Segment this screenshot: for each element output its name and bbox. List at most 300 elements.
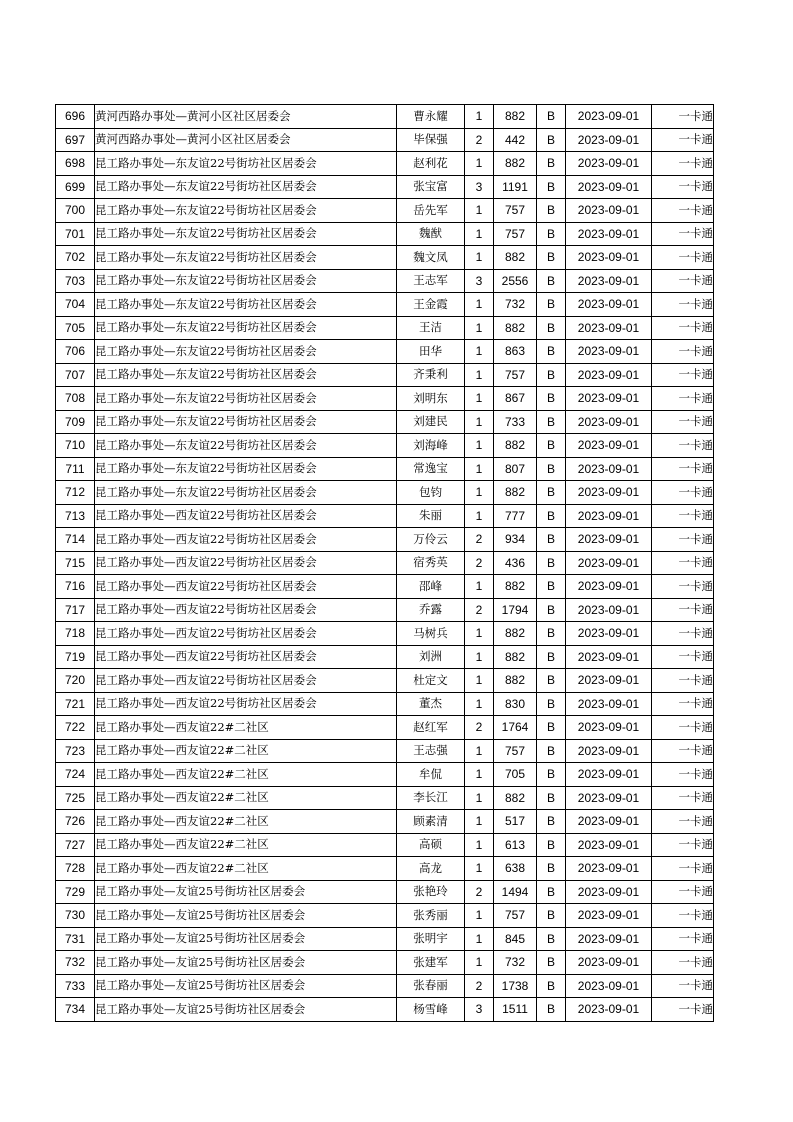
category: B — [537, 481, 566, 505]
payment-method: 一卡通 — [652, 434, 714, 458]
household-count: 2 — [465, 528, 494, 552]
payment-method: 一卡通 — [652, 105, 714, 129]
category: B — [537, 998, 566, 1022]
table-row — [56, 951, 714, 975]
amount: 830 — [494, 692, 537, 716]
person-name: 马树兵 — [397, 622, 465, 646]
person-name: 齐秉利 — [397, 363, 465, 387]
date: 2023-09-01 — [566, 951, 652, 975]
category: B — [537, 105, 566, 129]
row-number: 708 — [56, 387, 95, 411]
row-number: 724 — [56, 763, 95, 787]
table-row — [56, 269, 714, 293]
amount: 863 — [494, 340, 537, 364]
date: 2023-09-01 — [566, 434, 652, 458]
category: B — [537, 316, 566, 340]
category: B — [537, 904, 566, 928]
payment-method: 一卡通 — [652, 763, 714, 787]
date: 2023-09-01 — [566, 246, 652, 270]
row-number: 696 — [56, 105, 95, 129]
community-unit: 昆工路办事处—东友谊22号街坊社区居委会 — [95, 434, 397, 458]
payment-method: 一卡通 — [652, 387, 714, 411]
category: B — [537, 692, 566, 716]
row-number: 714 — [56, 528, 95, 552]
date: 2023-09-01 — [566, 904, 652, 928]
payment-method: 一卡通 — [652, 692, 714, 716]
amount: 882 — [494, 434, 537, 458]
date: 2023-09-01 — [566, 340, 652, 364]
row-number: 728 — [56, 857, 95, 881]
household-count: 2 — [465, 551, 494, 575]
amount: 777 — [494, 504, 537, 528]
amount: 882 — [494, 786, 537, 810]
row-number: 730 — [56, 904, 95, 928]
household-count: 1 — [465, 246, 494, 270]
payment-method: 一卡通 — [652, 645, 714, 669]
category: B — [537, 528, 566, 552]
table-row — [56, 363, 714, 387]
amount: 882 — [494, 622, 537, 646]
payment-method: 一卡通 — [652, 528, 714, 552]
person-name: 常逸宝 — [397, 457, 465, 481]
household-count: 1 — [465, 457, 494, 481]
household-count: 2 — [465, 598, 494, 622]
row-number: 719 — [56, 645, 95, 669]
household-count: 1 — [465, 410, 494, 434]
date: 2023-09-01 — [566, 786, 652, 810]
payment-method: 一卡通 — [652, 716, 714, 740]
date: 2023-09-01 — [566, 739, 652, 763]
person-name: 张建军 — [397, 951, 465, 975]
household-count: 1 — [465, 951, 494, 975]
person-name: 田华 — [397, 340, 465, 364]
community-unit: 昆工路办事处—友谊25号街坊社区居委会 — [95, 880, 397, 904]
community-unit: 昆工路办事处—西友谊22#二社区 — [95, 857, 397, 881]
payment-method: 一卡通 — [652, 222, 714, 246]
date: 2023-09-01 — [566, 810, 652, 834]
date: 2023-09-01 — [566, 645, 652, 669]
date: 2023-09-01 — [566, 669, 652, 693]
community-unit: 昆工路办事处—东友谊22号街坊社区居委会 — [95, 246, 397, 270]
community-unit: 昆工路办事处—友谊25号街坊社区居委会 — [95, 951, 397, 975]
amount: 442 — [494, 128, 537, 152]
date: 2023-09-01 — [566, 105, 652, 129]
household-count: 1 — [465, 857, 494, 881]
row-number: 712 — [56, 481, 95, 505]
category: B — [537, 927, 566, 951]
community-unit: 昆工路办事处—东友谊22号街坊社区居委会 — [95, 175, 397, 199]
row-number: 703 — [56, 269, 95, 293]
date: 2023-09-01 — [566, 880, 652, 904]
category: B — [537, 246, 566, 270]
household-count: 1 — [465, 222, 494, 246]
household-count: 1 — [465, 504, 494, 528]
row-number: 715 — [56, 551, 95, 575]
person-name: 刘建民 — [397, 410, 465, 434]
payment-method: 一卡通 — [652, 857, 714, 881]
date: 2023-09-01 — [566, 175, 652, 199]
amount: 705 — [494, 763, 537, 787]
payment-method: 一卡通 — [652, 880, 714, 904]
person-name: 张春丽 — [397, 974, 465, 998]
table-row — [56, 340, 714, 364]
household-count: 2 — [465, 974, 494, 998]
row-number: 723 — [56, 739, 95, 763]
payment-method: 一卡通 — [652, 410, 714, 434]
payment-method: 一卡通 — [652, 739, 714, 763]
table-row — [56, 293, 714, 317]
community-unit: 昆工路办事处—西友谊22#二社区 — [95, 786, 397, 810]
row-number: 697 — [56, 128, 95, 152]
table-row — [56, 105, 714, 129]
category: B — [537, 833, 566, 857]
amount: 807 — [494, 457, 537, 481]
payment-method: 一卡通 — [652, 998, 714, 1022]
payment-method: 一卡通 — [652, 504, 714, 528]
category: B — [537, 363, 566, 387]
table-row — [56, 692, 714, 716]
community-unit: 昆工路办事处—东友谊22号街坊社区居委会 — [95, 340, 397, 364]
date: 2023-09-01 — [566, 222, 652, 246]
household-count: 1 — [465, 363, 494, 387]
person-name: 魏文凤 — [397, 246, 465, 270]
table-row — [56, 669, 714, 693]
row-number: 700 — [56, 199, 95, 223]
community-unit: 昆工路办事处—西友谊22号街坊社区居委会 — [95, 598, 397, 622]
household-count: 1 — [465, 622, 494, 646]
table-row — [56, 199, 714, 223]
table-row — [56, 857, 714, 881]
person-name: 高龙 — [397, 857, 465, 881]
category: B — [537, 810, 566, 834]
payment-method: 一卡通 — [652, 363, 714, 387]
amount: 1794 — [494, 598, 537, 622]
payment-method: 一卡通 — [652, 833, 714, 857]
row-number: 725 — [56, 786, 95, 810]
row-number: 698 — [56, 152, 95, 176]
table-row — [56, 998, 714, 1022]
category: B — [537, 622, 566, 646]
date: 2023-09-01 — [566, 857, 652, 881]
community-unit: 昆工路办事处—东友谊22号街坊社区居委会 — [95, 269, 397, 293]
table-row — [56, 904, 714, 928]
amount: 882 — [494, 316, 537, 340]
row-number: 733 — [56, 974, 95, 998]
community-unit: 昆工路办事处—西友谊22号街坊社区居委会 — [95, 575, 397, 599]
row-number: 710 — [56, 434, 95, 458]
table-row — [56, 434, 714, 458]
community-unit: 昆工路办事处—友谊25号街坊社区居委会 — [95, 998, 397, 1022]
category: B — [537, 410, 566, 434]
household-count: 1 — [465, 481, 494, 505]
household-count: 2 — [465, 128, 494, 152]
row-number: 707 — [56, 363, 95, 387]
category: B — [537, 880, 566, 904]
table-row — [56, 575, 714, 599]
community-unit: 昆工路办事处—西友谊22#二社区 — [95, 763, 397, 787]
person-name: 牟侃 — [397, 763, 465, 787]
category: B — [537, 293, 566, 317]
household-count: 1 — [465, 810, 494, 834]
row-number: 732 — [56, 951, 95, 975]
amount: 2556 — [494, 269, 537, 293]
payment-method: 一卡通 — [652, 904, 714, 928]
household-count: 1 — [465, 105, 494, 129]
table-body — [56, 105, 714, 1022]
community-unit: 昆工路办事处—西友谊22号街坊社区居委会 — [95, 528, 397, 552]
table-row — [56, 645, 714, 669]
household-count: 2 — [465, 880, 494, 904]
category: B — [537, 340, 566, 364]
row-number: 705 — [56, 316, 95, 340]
row-number: 727 — [56, 833, 95, 857]
person-name: 李长江 — [397, 786, 465, 810]
person-name: 张艳玲 — [397, 880, 465, 904]
payment-method: 一卡通 — [652, 786, 714, 810]
person-name: 毕保强 — [397, 128, 465, 152]
category: B — [537, 551, 566, 575]
household-count: 1 — [465, 763, 494, 787]
household-count: 1 — [465, 927, 494, 951]
table-row — [56, 880, 714, 904]
household-count: 1 — [465, 199, 494, 223]
table-row — [56, 128, 714, 152]
table-row — [56, 410, 714, 434]
payment-method: 一卡通 — [652, 622, 714, 646]
table-row — [56, 175, 714, 199]
household-count: 1 — [465, 387, 494, 411]
date: 2023-09-01 — [566, 481, 652, 505]
community-unit: 黄河西路办事处—黄河小区社区居委会 — [95, 128, 397, 152]
table-row — [56, 786, 714, 810]
date: 2023-09-01 — [566, 833, 652, 857]
person-name: 张明宇 — [397, 927, 465, 951]
amount: 732 — [494, 293, 537, 317]
category: B — [537, 457, 566, 481]
household-count: 1 — [465, 152, 494, 176]
person-name: 乔露 — [397, 598, 465, 622]
amount: 1191 — [494, 175, 537, 199]
payment-method: 一卡通 — [652, 457, 714, 481]
person-name: 邵峰 — [397, 575, 465, 599]
category: B — [537, 763, 566, 787]
household-count: 1 — [465, 316, 494, 340]
table-row — [56, 622, 714, 646]
community-unit: 昆工路办事处—西友谊22号街坊社区居委会 — [95, 645, 397, 669]
person-name: 刘海峰 — [397, 434, 465, 458]
recipient-table — [55, 104, 714, 1022]
person-name: 包钧 — [397, 481, 465, 505]
category: B — [537, 974, 566, 998]
amount: 757 — [494, 363, 537, 387]
amount: 517 — [494, 810, 537, 834]
date: 2023-09-01 — [566, 927, 652, 951]
date: 2023-09-01 — [566, 528, 652, 552]
table-row — [56, 481, 714, 505]
table-row — [56, 598, 714, 622]
row-number: 709 — [56, 410, 95, 434]
date: 2023-09-01 — [566, 410, 652, 434]
person-name: 杜定文 — [397, 669, 465, 693]
amount: 732 — [494, 951, 537, 975]
row-number: 729 — [56, 880, 95, 904]
person-name: 王志军 — [397, 269, 465, 293]
date: 2023-09-01 — [566, 716, 652, 740]
category: B — [537, 645, 566, 669]
amount: 882 — [494, 105, 537, 129]
amount: 882 — [494, 152, 537, 176]
household-count: 3 — [465, 175, 494, 199]
category: B — [537, 716, 566, 740]
community-unit: 昆工路办事处—东友谊22号街坊社区居委会 — [95, 152, 397, 176]
household-count: 1 — [465, 669, 494, 693]
row-number: 699 — [56, 175, 95, 199]
date: 2023-09-01 — [566, 692, 652, 716]
community-unit: 昆工路办事处—西友谊22号街坊社区居委会 — [95, 669, 397, 693]
row-number: 731 — [56, 927, 95, 951]
date: 2023-09-01 — [566, 316, 652, 340]
category: B — [537, 504, 566, 528]
person-name: 顾素清 — [397, 810, 465, 834]
person-name: 杨雪峰 — [397, 998, 465, 1022]
household-count: 1 — [465, 434, 494, 458]
payment-method: 一卡通 — [652, 551, 714, 575]
date: 2023-09-01 — [566, 269, 652, 293]
row-number: 702 — [56, 246, 95, 270]
payment-method: 一卡通 — [652, 974, 714, 998]
category: B — [537, 739, 566, 763]
community-unit: 昆工路办事处—友谊25号街坊社区居委会 — [95, 974, 397, 998]
amount: 613 — [494, 833, 537, 857]
payment-method: 一卡通 — [652, 598, 714, 622]
person-name: 赵利花 — [397, 152, 465, 176]
person-name: 万伶云 — [397, 528, 465, 552]
payment-method: 一卡通 — [652, 340, 714, 364]
person-name: 魏猷 — [397, 222, 465, 246]
date: 2023-09-01 — [566, 598, 652, 622]
table-row — [56, 504, 714, 528]
table-row — [56, 528, 714, 552]
table-row — [56, 246, 714, 270]
household-count: 2 — [465, 716, 494, 740]
table-row — [56, 810, 714, 834]
date: 2023-09-01 — [566, 457, 652, 481]
row-number: 713 — [56, 504, 95, 528]
person-name: 王洁 — [397, 316, 465, 340]
amount: 845 — [494, 927, 537, 951]
row-number: 721 — [56, 692, 95, 716]
row-number: 706 — [56, 340, 95, 364]
category: B — [537, 434, 566, 458]
row-number: 718 — [56, 622, 95, 646]
amount: 757 — [494, 904, 537, 928]
row-number: 734 — [56, 998, 95, 1022]
amount: 934 — [494, 528, 537, 552]
amount: 882 — [494, 246, 537, 270]
date: 2023-09-01 — [566, 128, 652, 152]
table-row — [56, 387, 714, 411]
community-unit: 昆工路办事处—东友谊22号街坊社区居委会 — [95, 199, 397, 223]
household-count: 1 — [465, 293, 494, 317]
table-row — [56, 222, 714, 246]
date: 2023-09-01 — [566, 293, 652, 317]
payment-method: 一卡通 — [652, 669, 714, 693]
person-name: 刘明东 — [397, 387, 465, 411]
person-name: 岳先军 — [397, 199, 465, 223]
category: B — [537, 128, 566, 152]
community-unit: 昆工路办事处—东友谊22号街坊社区居委会 — [95, 410, 397, 434]
amount: 436 — [494, 551, 537, 575]
category: B — [537, 598, 566, 622]
payment-method: 一卡通 — [652, 810, 714, 834]
person-name: 张宝富 — [397, 175, 465, 199]
community-unit: 昆工路办事处—东友谊22号街坊社区居委会 — [95, 481, 397, 505]
table-row — [56, 927, 714, 951]
date: 2023-09-01 — [566, 622, 652, 646]
community-unit: 昆工路办事处—西友谊22号街坊社区居委会 — [95, 551, 397, 575]
table-row — [56, 551, 714, 575]
household-count: 1 — [465, 340, 494, 364]
community-unit: 昆工路办事处—西友谊22#二社区 — [95, 810, 397, 834]
row-number: 717 — [56, 598, 95, 622]
table-row — [56, 316, 714, 340]
household-count: 1 — [465, 575, 494, 599]
person-name: 刘洲 — [397, 645, 465, 669]
category: B — [537, 857, 566, 881]
person-name: 宿秀英 — [397, 551, 465, 575]
category: B — [537, 669, 566, 693]
category: B — [537, 269, 566, 293]
amount: 882 — [494, 645, 537, 669]
row-number: 716 — [56, 575, 95, 599]
table-row — [56, 739, 714, 763]
date: 2023-09-01 — [566, 363, 652, 387]
table-row — [56, 974, 714, 998]
payment-method: 一卡通 — [652, 152, 714, 176]
person-name: 王金霞 — [397, 293, 465, 317]
person-name: 赵红军 — [397, 716, 465, 740]
household-count: 3 — [465, 269, 494, 293]
date: 2023-09-01 — [566, 152, 652, 176]
household-count: 3 — [465, 998, 494, 1022]
community-unit: 昆工路办事处—西友谊22#二社区 — [95, 739, 397, 763]
amount: 757 — [494, 739, 537, 763]
household-count: 1 — [465, 692, 494, 716]
row-number: 711 — [56, 457, 95, 481]
table-row — [56, 833, 714, 857]
amount: 733 — [494, 410, 537, 434]
amount: 1511 — [494, 998, 537, 1022]
amount: 867 — [494, 387, 537, 411]
payment-method: 一卡通 — [652, 951, 714, 975]
amount: 882 — [494, 481, 537, 505]
category: B — [537, 222, 566, 246]
amount: 882 — [494, 575, 537, 599]
category: B — [537, 786, 566, 810]
community-unit: 昆工路办事处—西友谊22#二社区 — [95, 716, 397, 740]
community-unit: 昆工路办事处—东友谊22号街坊社区居委会 — [95, 316, 397, 340]
community-unit: 昆工路办事处—东友谊22号街坊社区居委会 — [95, 222, 397, 246]
amount: 757 — [494, 199, 537, 223]
person-name: 王志强 — [397, 739, 465, 763]
payment-method: 一卡通 — [652, 199, 714, 223]
person-name: 曹永耀 — [397, 105, 465, 129]
payment-method: 一卡通 — [652, 293, 714, 317]
community-unit: 昆工路办事处—西友谊22号街坊社区居委会 — [95, 504, 397, 528]
row-number: 722 — [56, 716, 95, 740]
community-unit: 昆工路办事处—东友谊22号街坊社区居委会 — [95, 363, 397, 387]
community-unit: 昆工路办事处—东友谊22号街坊社区居委会 — [95, 457, 397, 481]
